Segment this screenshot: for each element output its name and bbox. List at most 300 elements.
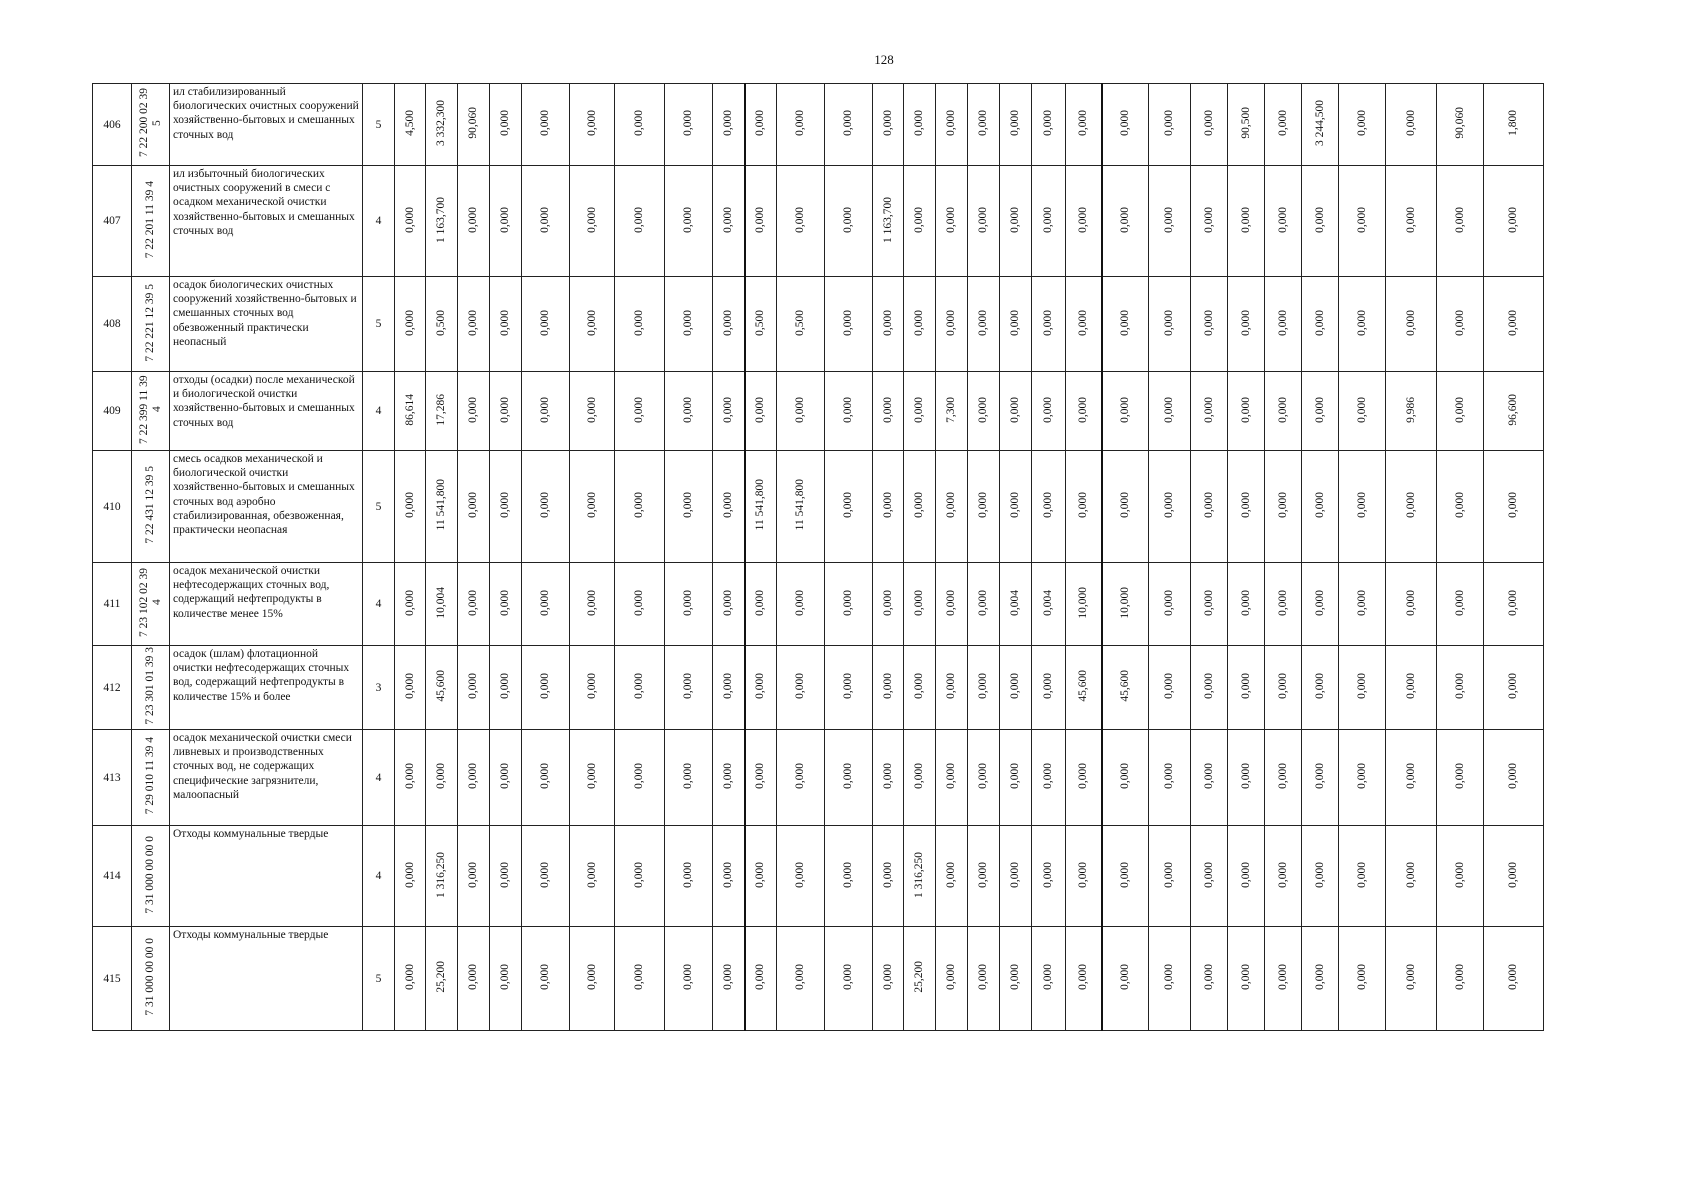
value-text: 0,000 xyxy=(977,110,989,136)
value-text: 0,000 xyxy=(539,206,551,233)
value-text: 0,000 xyxy=(754,763,767,789)
value-text: 0,000 xyxy=(721,110,734,136)
value-text: 0,000 xyxy=(499,110,511,136)
value-cell xyxy=(1228,646,1265,730)
value-cell xyxy=(1032,927,1066,1031)
value-cell xyxy=(1032,277,1066,372)
value-text: 0,000 xyxy=(499,309,511,336)
value-text: 0,000 xyxy=(1453,673,1466,699)
value-cell xyxy=(426,166,458,277)
value-text: 9,986 xyxy=(1404,396,1417,423)
value-text: 0,000 xyxy=(881,396,894,423)
value-text: 0,000 xyxy=(1355,206,1368,233)
value-text: 0,000 xyxy=(1118,396,1131,423)
value-cell xyxy=(777,451,825,563)
value-text: 0,000 xyxy=(682,589,694,616)
value-cell xyxy=(936,277,968,372)
value-cell xyxy=(458,451,490,563)
value-cell xyxy=(904,730,936,826)
value-cell xyxy=(426,646,458,730)
value-text: 0,000 xyxy=(1202,861,1215,888)
value-cell xyxy=(1437,646,1484,730)
value-cell xyxy=(1386,927,1437,1031)
value-text: 0,000 xyxy=(467,964,479,990)
value-text: 0,000 xyxy=(1453,861,1466,888)
value-cell xyxy=(1228,826,1265,927)
value-cell xyxy=(873,563,904,646)
value-text: 11 541,800 xyxy=(435,479,447,531)
value-cell xyxy=(1102,563,1149,646)
value-text: 0,000 xyxy=(499,396,511,423)
value-cell xyxy=(904,563,936,646)
value-text: 0,000 xyxy=(1313,309,1326,336)
value-cell xyxy=(777,166,825,277)
value-cell xyxy=(1265,84,1302,166)
value-text: 0,000 xyxy=(1276,673,1289,699)
value-cell xyxy=(1032,826,1066,927)
value-text: 0,000 xyxy=(881,309,894,336)
value-text: 0,000 xyxy=(1202,763,1215,789)
value-cell xyxy=(1302,277,1339,372)
value-text: 0,000 xyxy=(467,309,479,336)
value-cell xyxy=(1437,84,1484,166)
value-text: 10,004 xyxy=(435,586,447,619)
value-cell xyxy=(1066,730,1102,826)
value-cell xyxy=(615,826,665,927)
value-cell xyxy=(458,563,490,646)
value-cell xyxy=(1191,84,1228,166)
waste-name-cell: ил стабилизированный биологических очистных сооружений хозяйственно-бытовых и смешанных сточных вод xyxy=(170,84,363,166)
value-text: 0,000 xyxy=(1355,396,1368,423)
value-text: 0,000 xyxy=(754,673,767,699)
value-cell xyxy=(522,166,570,277)
value-text: 0,500 xyxy=(754,309,767,336)
value-text: 0,000 xyxy=(1313,589,1326,616)
value-text: 1 316,250 xyxy=(913,851,925,898)
value-cell xyxy=(458,646,490,730)
value-cell xyxy=(665,166,713,277)
value-cell xyxy=(713,927,745,1031)
value-text: 0,000 xyxy=(1453,964,1466,990)
value-text: 0,000 xyxy=(842,964,854,990)
value-cell xyxy=(1228,277,1265,372)
value-cell xyxy=(825,84,873,166)
value-cell xyxy=(665,826,713,927)
value-cell xyxy=(1302,730,1339,826)
value-cell xyxy=(1032,451,1066,563)
value-cell xyxy=(1265,826,1302,927)
value-text: 0,000 xyxy=(754,861,767,888)
value-cell xyxy=(1032,730,1066,826)
value-text: 0,000 xyxy=(539,861,551,888)
value-cell xyxy=(395,451,426,563)
value-text: 0,000 xyxy=(1239,964,1252,990)
value-text: 0,000 xyxy=(499,206,511,233)
value-text: 0,000 xyxy=(754,206,767,233)
value-text: 0,000 xyxy=(585,396,598,423)
value-text: 0,000 xyxy=(1009,110,1021,136)
value-cell xyxy=(936,927,968,1031)
value-text: 0,000 xyxy=(1507,206,1519,233)
value-text: 0,000 xyxy=(499,673,511,699)
value-cell xyxy=(458,826,490,927)
value-cell xyxy=(1149,826,1191,927)
fkko-code-cell xyxy=(132,84,170,166)
value-cell xyxy=(490,563,522,646)
value-text: 0,000 xyxy=(1202,964,1215,990)
value-text: 0,000 xyxy=(1009,492,1021,518)
value-cell xyxy=(1228,166,1265,277)
value-cell xyxy=(1102,372,1149,451)
value-text: 0,000 xyxy=(1355,492,1368,518)
value-cell xyxy=(777,372,825,451)
value-cell xyxy=(1437,372,1484,451)
value-cell xyxy=(873,84,904,166)
value-text: 0,000 xyxy=(881,110,894,136)
value-cell xyxy=(665,277,713,372)
table-row xyxy=(93,451,1633,563)
value-text: 0,000 xyxy=(1076,763,1089,789)
value-cell xyxy=(1102,451,1149,563)
value-text: 0,000 xyxy=(1313,763,1326,789)
value-cell xyxy=(1102,646,1149,730)
value-text: 0,000 xyxy=(585,861,598,888)
value-text: 0,000 xyxy=(945,589,957,616)
value-text: 0,000 xyxy=(1076,964,1089,990)
value-cell xyxy=(1437,451,1484,563)
value-cell xyxy=(777,826,825,927)
value-cell xyxy=(1302,84,1339,166)
value-cell xyxy=(458,84,490,166)
value-text: 0,000 xyxy=(1118,861,1131,888)
value-cell xyxy=(936,826,968,927)
value-cell xyxy=(1000,927,1032,1031)
value-text: 0,000 xyxy=(913,206,925,233)
value-cell xyxy=(665,451,713,563)
table-row xyxy=(93,826,1633,927)
value-text: 0,000 xyxy=(977,964,989,990)
waste-name-cell: осадок биологических очистных сооружений хозяйственно-бытовых и смешанных сточных вод обезвоженный практически неопасный xyxy=(170,277,363,372)
value-cell xyxy=(713,84,745,166)
value-cell xyxy=(968,372,1000,451)
value-cell xyxy=(522,563,570,646)
value-cell xyxy=(936,372,968,451)
value-text: 0,000 xyxy=(1276,861,1289,888)
value-text: 25,200 xyxy=(913,961,925,993)
value-text: 0,000 xyxy=(539,110,551,136)
value-text: 0,000 xyxy=(633,309,645,336)
value-text: 0,000 xyxy=(499,589,511,616)
value-text: 0,000 xyxy=(467,861,479,888)
value-cell xyxy=(522,927,570,1031)
value-cell xyxy=(1265,563,1302,646)
value-cell xyxy=(615,730,665,826)
value-cell xyxy=(1228,730,1265,826)
value-cell xyxy=(968,451,1000,563)
value-text: 0,000 xyxy=(1276,763,1289,789)
value-text: 0,000 xyxy=(1355,763,1368,789)
value-text: 0,000 xyxy=(1276,110,1289,136)
value-text: 45,600 xyxy=(1076,670,1089,702)
value-cell xyxy=(1102,277,1149,372)
value-text: 0,000 xyxy=(881,492,894,518)
value-text: 1,800 xyxy=(1507,110,1519,136)
value-cell xyxy=(426,372,458,451)
value-text: 0,000 xyxy=(435,763,447,789)
value-cell xyxy=(522,84,570,166)
value-cell xyxy=(745,563,777,646)
value-text: 0,000 xyxy=(721,673,734,699)
value-cell xyxy=(1000,277,1032,372)
value-text: 0,000 xyxy=(1202,396,1215,423)
value-cell xyxy=(936,451,968,563)
row-number-cell: 408 xyxy=(93,277,132,372)
value-text: 0,000 xyxy=(1202,673,1215,699)
value-text: 0,000 xyxy=(682,964,694,990)
value-text: 0,000 xyxy=(633,206,645,233)
value-text: 0,000 xyxy=(467,673,479,699)
value-cell xyxy=(426,451,458,563)
value-text: 0,000 xyxy=(794,206,806,233)
value-text: 0,000 xyxy=(794,673,806,699)
value-cell xyxy=(1000,563,1032,646)
value-text: 0,000 xyxy=(977,673,989,699)
value-text: 0,000 xyxy=(1163,589,1175,616)
value-text: 0,000 xyxy=(1453,763,1466,789)
value-cell xyxy=(1000,730,1032,826)
value-text: 0,000 xyxy=(794,964,806,990)
value-text: 0,000 xyxy=(1042,763,1054,789)
value-cell xyxy=(570,84,615,166)
fkko-code-cell xyxy=(132,826,170,927)
value-text: 0,000 xyxy=(539,673,551,699)
value-cell xyxy=(1191,730,1228,826)
value-cell xyxy=(825,646,873,730)
value-cell xyxy=(1066,826,1102,927)
value-cell xyxy=(395,277,426,372)
value-cell xyxy=(713,646,745,730)
waste-name-cell: Отходы коммунальные твердые xyxy=(170,927,363,1031)
value-text: 0,000 xyxy=(1239,396,1252,423)
table-row xyxy=(93,927,1633,1031)
value-cell xyxy=(570,730,615,826)
value-text: 0,000 xyxy=(945,492,957,518)
value-cell xyxy=(1066,451,1102,563)
value-text: 0,000 xyxy=(1404,673,1417,699)
value-cell xyxy=(1066,927,1102,1031)
value-text: 0,000 xyxy=(1453,589,1466,616)
value-cell xyxy=(1484,826,1544,927)
value-cell xyxy=(615,451,665,563)
value-text: 0,000 xyxy=(682,763,694,789)
value-cell xyxy=(777,563,825,646)
value-text: 0,000 xyxy=(913,673,925,699)
value-text: 0,500 xyxy=(794,309,806,336)
value-text: 0,000 xyxy=(721,763,734,789)
table-row xyxy=(93,372,1633,451)
value-text: 86,614 xyxy=(403,393,416,426)
value-text: 0,000 xyxy=(913,396,925,423)
hazard-class-cell: 4 xyxy=(363,166,395,277)
value-text: 0,000 xyxy=(1507,861,1519,888)
value-cell xyxy=(1484,451,1544,563)
value-text: 0,000 xyxy=(842,206,854,233)
value-cell xyxy=(1102,730,1149,826)
value-cell xyxy=(395,927,426,1031)
value-text: 0,000 xyxy=(1118,309,1131,336)
value-text: 0,000 xyxy=(1239,589,1252,616)
value-text: 0,000 xyxy=(1076,110,1089,136)
value-text: 1 163,700 xyxy=(881,196,894,243)
value-cell xyxy=(1386,372,1437,451)
value-text: 0,000 xyxy=(1202,492,1215,518)
value-text: 0,000 xyxy=(682,861,694,888)
value-text: 0,000 xyxy=(1009,673,1021,699)
value-cell xyxy=(777,927,825,1031)
value-cell xyxy=(1149,451,1191,563)
value-text: 0,000 xyxy=(1076,861,1089,888)
value-cell xyxy=(745,372,777,451)
value-text: 0,000 xyxy=(467,492,479,518)
value-cell xyxy=(1191,166,1228,277)
value-text: 0,000 xyxy=(1276,309,1289,336)
value-cell xyxy=(1484,927,1544,1031)
fkko-code-cell xyxy=(132,646,170,730)
hazard-class-cell: 3 xyxy=(363,646,395,730)
value-cell xyxy=(745,166,777,277)
value-text: 0,000 xyxy=(794,861,806,888)
value-cell xyxy=(522,826,570,927)
value-cell xyxy=(1302,451,1339,563)
value-text: 0,000 xyxy=(1313,396,1326,423)
value-text: 0,000 xyxy=(1163,964,1175,990)
value-cell xyxy=(1302,372,1339,451)
value-text: 0,000 xyxy=(499,763,511,789)
value-text: 0,000 xyxy=(1009,861,1021,888)
value-cell xyxy=(936,730,968,826)
value-cell xyxy=(1339,730,1386,826)
value-text: 0,000 xyxy=(682,110,694,136)
value-cell xyxy=(1386,277,1437,372)
value-cell xyxy=(1339,166,1386,277)
value-cell xyxy=(1228,927,1265,1031)
value-text: 0,000 xyxy=(977,763,989,789)
value-text: 0,000 xyxy=(1239,763,1252,789)
fkko-code-cell xyxy=(132,277,170,372)
value-text: 0,000 xyxy=(721,396,734,423)
hazard-class-cell: 5 xyxy=(363,277,395,372)
value-cell xyxy=(1191,927,1228,1031)
value-cell xyxy=(1484,84,1544,166)
value-text: 0,000 xyxy=(633,396,645,423)
value-text: 0,000 xyxy=(1118,763,1131,789)
value-cell xyxy=(1484,166,1544,277)
value-cell xyxy=(713,563,745,646)
value-text: 0,000 xyxy=(1276,964,1289,990)
value-text: 0,000 xyxy=(1355,309,1368,336)
value-text: 0,000 xyxy=(1239,673,1252,699)
value-cell xyxy=(1000,646,1032,730)
value-text: 0,000 xyxy=(977,492,989,518)
value-text: 0,000 xyxy=(682,673,694,699)
value-text: 0,000 xyxy=(539,396,551,423)
value-cell xyxy=(825,730,873,826)
value-cell xyxy=(570,451,615,563)
value-cell xyxy=(1066,563,1102,646)
value-text: 0,000 xyxy=(1009,964,1021,990)
value-cell xyxy=(395,166,426,277)
value-text: 0,000 xyxy=(977,589,989,616)
value-text: 0,000 xyxy=(913,763,925,789)
value-text: 0,000 xyxy=(499,492,511,518)
value-text: 0,000 xyxy=(1355,964,1368,990)
value-text: 0,000 xyxy=(585,589,598,616)
value-cell xyxy=(426,927,458,1031)
value-cell xyxy=(1386,84,1437,166)
value-text: 0,000 xyxy=(1042,206,1054,233)
value-text: 0,000 xyxy=(842,673,854,699)
value-cell xyxy=(615,277,665,372)
value-cell xyxy=(1339,646,1386,730)
value-text: 0,000 xyxy=(842,309,854,336)
hazard-class-cell: 5 xyxy=(363,84,395,166)
value-text: 0,000 xyxy=(881,964,894,990)
value-text: 0,000 xyxy=(585,964,598,990)
value-cell xyxy=(1228,563,1265,646)
value-cell xyxy=(490,927,522,1031)
value-cell xyxy=(395,563,426,646)
value-text: 0,000 xyxy=(754,589,767,616)
value-cell xyxy=(665,927,713,1031)
value-text: 0,000 xyxy=(842,396,854,423)
value-cell xyxy=(1032,563,1066,646)
fkko-code-text: 7 29 010 11 39 4 xyxy=(144,737,156,815)
value-text: 0,000 xyxy=(467,396,479,423)
value-text: 0,000 xyxy=(794,396,806,423)
value-text: 0,000 xyxy=(403,763,416,789)
value-cell xyxy=(1302,563,1339,646)
value-cell xyxy=(1265,451,1302,563)
value-text: 0,000 xyxy=(842,492,854,518)
value-cell xyxy=(745,646,777,730)
value-cell xyxy=(395,372,426,451)
value-cell xyxy=(1149,277,1191,372)
value-text: 0,000 xyxy=(945,110,957,136)
value-cell xyxy=(936,646,968,730)
value-cell xyxy=(936,166,968,277)
row-number-cell: 412 xyxy=(93,646,132,730)
value-text: 0,000 xyxy=(1239,861,1252,888)
fkko-code-text: 7 22 399 11 39 4 xyxy=(137,375,163,444)
value-cell xyxy=(968,927,1000,1031)
value-cell xyxy=(1066,277,1102,372)
hazard-class-cell: 4 xyxy=(363,826,395,927)
value-text: 0,000 xyxy=(945,309,957,336)
value-cell xyxy=(1191,646,1228,730)
row-number-cell: 415 xyxy=(93,927,132,1031)
value-cell xyxy=(745,277,777,372)
value-cell xyxy=(1102,826,1149,927)
value-cell xyxy=(1484,730,1544,826)
value-text: 0,000 xyxy=(945,206,957,233)
value-cell xyxy=(1149,646,1191,730)
value-cell xyxy=(665,730,713,826)
value-cell xyxy=(968,730,1000,826)
value-cell xyxy=(873,927,904,1031)
fkko-code-cell xyxy=(132,372,170,451)
value-cell xyxy=(570,166,615,277)
value-text: 0,000 xyxy=(585,763,598,789)
